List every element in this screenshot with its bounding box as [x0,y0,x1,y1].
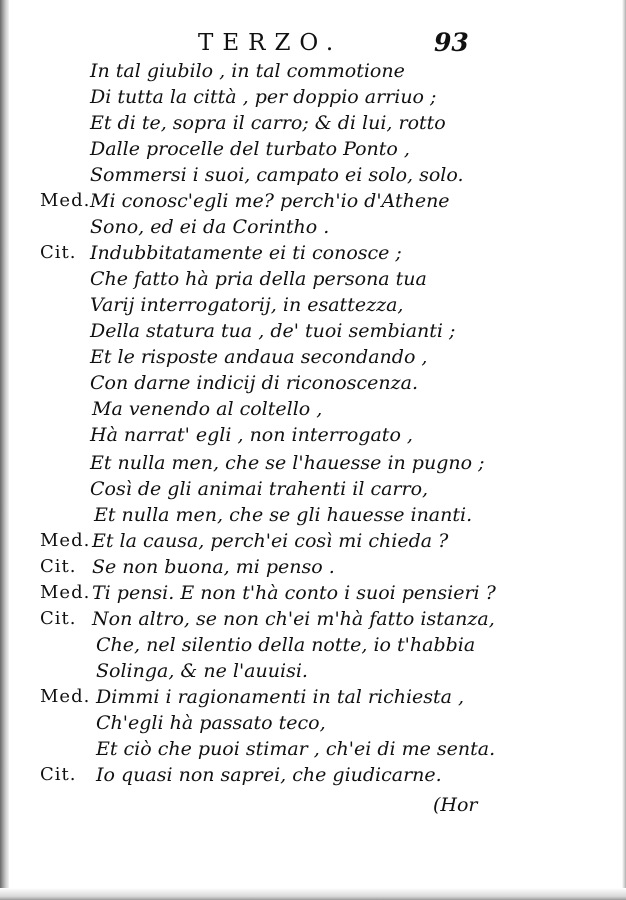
verse-line: Et le risposte andaua secondando , [90,346,428,368]
verse-line: Cit. Se non buona, mi penso . [40,556,335,578]
verse-line: Cit. Non altro, se non ch'ei m'hà fatto istanza, [40,608,495,630]
verse-line: Et nulla men, che se gli hauesse inanti. [94,504,473,526]
verse-line: Di tutta la città , per doppio arriuo ; [90,86,437,108]
verse-line: Med. Dimmi i ragionamenti in tal richiesta , [40,686,465,708]
verse-line: Et nulla men, che se l'hauesse in pugno ; [90,452,485,474]
verse-line: Che fatto hà pria della persona tua [90,268,427,290]
verse-line: Che, nel silentio della notte, io t'habbia [96,634,476,656]
verse-line: Cit. Io quasi non saprei, che giudicarne. [40,764,442,786]
speaker-label: Med. [40,686,91,707]
verse-line: In tal giubilo , in tal commotione [90,60,405,82]
speaker-label: Cit. [40,764,77,785]
verse-line: Cit. Indubbitatamente ei ti conosce ; [40,242,402,264]
verse-line: Ch'egli hà passato teco, [96,712,326,734]
page-edge-shadow-bottom [0,888,626,900]
verse-line: Dalle procelle del turbato Ponto , [90,138,410,160]
speaker-label: Cit. [40,556,77,577]
page-number: 93 [434,28,469,57]
verse-line: Della statura tua , de' tuoi sembianti ; [90,320,456,342]
verse-line: Med. Ti pensi. E non t'hà conto i suoi pensieri ? [40,582,496,604]
verse-line: Et di te, sopra il carro; & di lui, rotto [90,112,446,134]
speaker-label: Med. [40,190,91,211]
verse-line: Sommersi i suoi, campato ei solo, solo. [90,164,464,186]
verse-line: Ma venendo al coltello , [92,398,323,420]
speaker-label: Cit. [40,608,77,629]
verse-line: Con darne indicij di riconoscenza. [90,372,418,394]
verse-line: Et ciò che puoi stimar , ch'ei di me senta. [96,738,496,760]
verse-line: Varij interrogatorij, in esattezza, [90,294,404,316]
catchword: (Hor [433,794,478,816]
verse-line: Med. Et la causa, perch'ei così mi chieda ? [40,530,449,552]
speaker-label: Cit. [40,242,77,263]
verse-line: Sono, ed ei da Corintho . [90,216,330,238]
verse-line: Solinga, & ne l'auuisi. [96,660,308,682]
speaker-label: Med. [40,530,91,551]
page-header [0,30,626,60]
speaker-label: Med. [40,582,91,603]
verse-line: Così de gli animai trahenti il carro, [90,478,429,500]
verse-line: Med. Mi conosc'egli me? perch'io d'Athene [40,190,450,212]
verse-line: Hà narrat' egli , non interrogato , [90,424,413,446]
running-head: TERZO. [198,30,343,56]
